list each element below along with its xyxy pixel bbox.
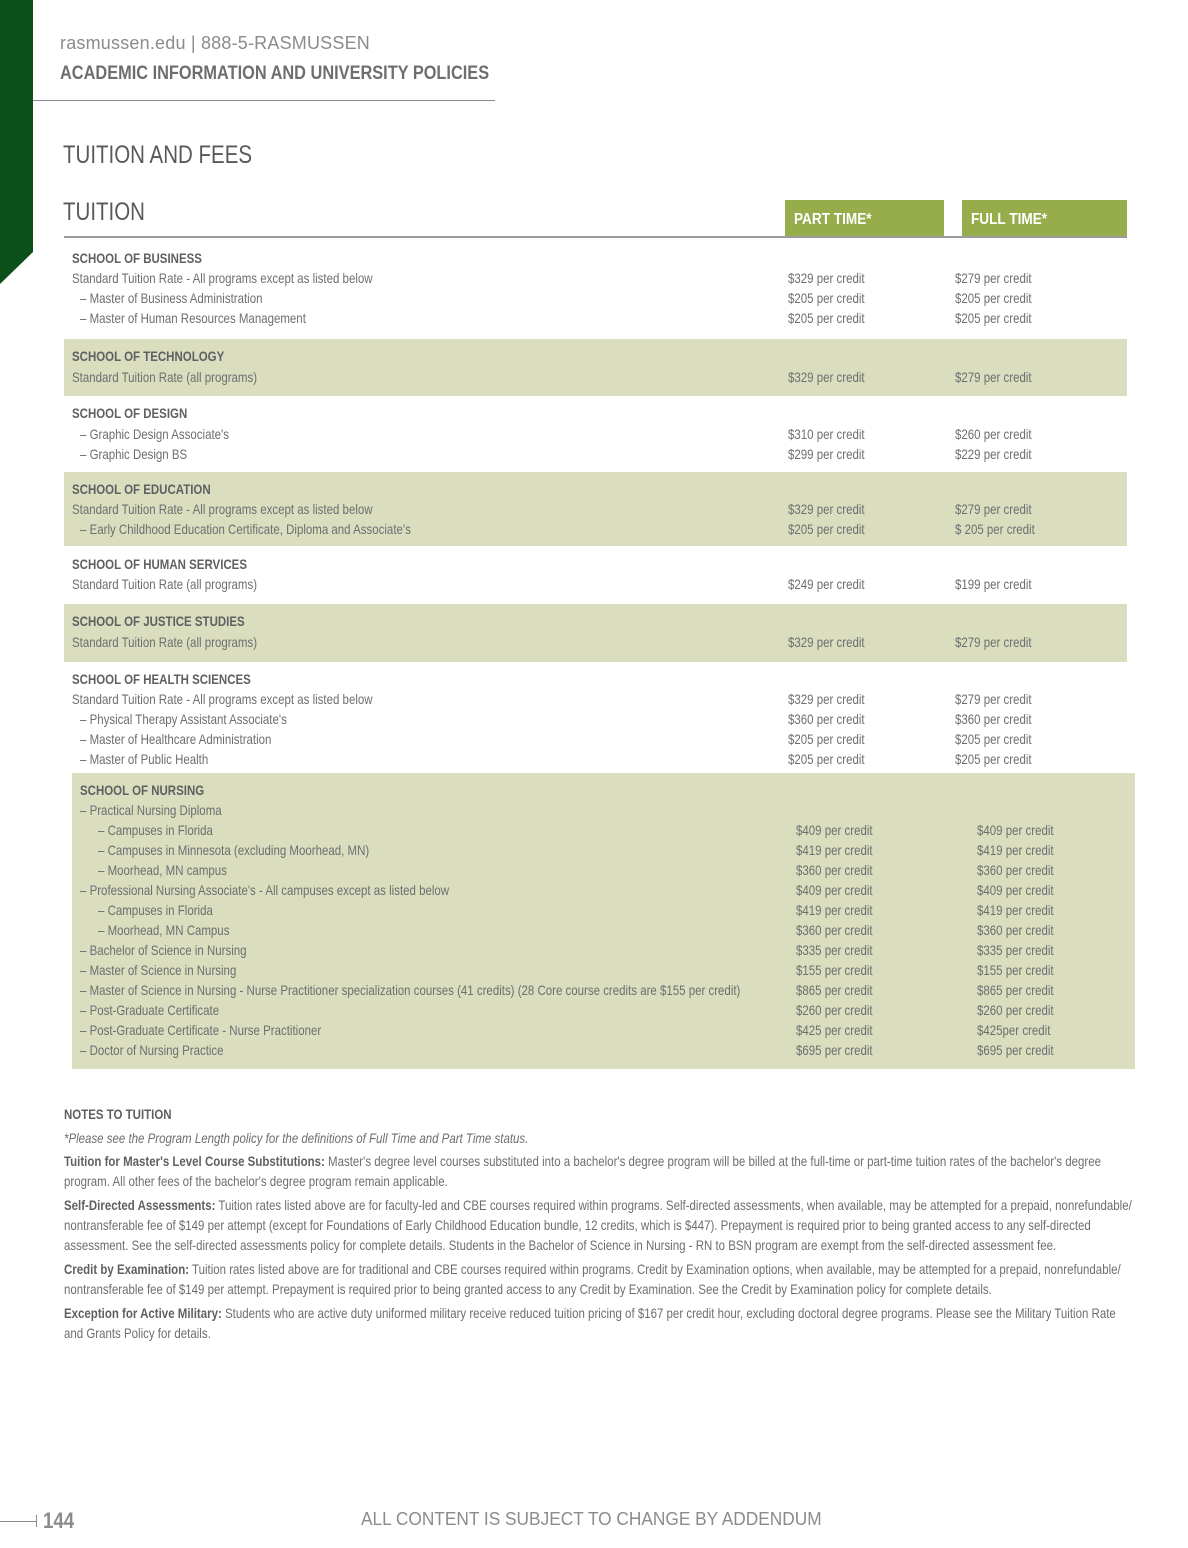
table-row: – Master of Science in Nursing - Nurse Practitioner specialization courses (41 credits) (28 Core course credits are $155 per credit) $865 per credit $865 per credit bbox=[80, 982, 1054, 998]
table-row: – Master of Healthcare Administration $205 per credit $205 per credit bbox=[80, 731, 1032, 747]
school-health-sciences bbox=[64, 662, 1127, 773]
table-row: – Practical Nursing Diploma bbox=[80, 802, 222, 818]
table-row: – Moorhead, MN campus $360 per credit $360 per credit bbox=[98, 862, 1054, 878]
header-url-phone: rasmussen.edu | 888-5-RASMUSSEN bbox=[60, 33, 370, 53]
school-name: SCHOOL OF EDUCATION bbox=[72, 481, 211, 497]
notes-to-tuition bbox=[64, 1103, 1134, 1343]
table-row: – Post-Graduate Certificate - Nurse Practitioner $425 per credit $425per credit bbox=[80, 1022, 1051, 1038]
school-justice-studies bbox=[64, 604, 1127, 662]
note-active-military: Exception for Active Military: Students who are active duty uniformed military receive reduced tuition pricing of $167 per credit hour, excluding doctoral degree programs. Please see the Military Tuition Rate and Grants Policy for details. bbox=[64, 1305, 1116, 1341]
column-header-full-time: FULL TIME* bbox=[962, 200, 1127, 237]
table-row: – Campuses in Florida $419 per credit $419 per credit bbox=[98, 902, 1054, 918]
school-name: SCHOOL OF HEALTH SCIENCES bbox=[72, 671, 251, 687]
school-education bbox=[64, 472, 1127, 546]
header-divider bbox=[33, 100, 495, 101]
table-row: – Early Childhood Education Certificate, Diploma and Associate's $205 per credit $ 205 per credit bbox=[80, 521, 1035, 537]
footer-rule bbox=[0, 1521, 36, 1522]
table-row: Standard Tuition Rate - All programs except as listed below $329 per credit $279 per credit bbox=[72, 501, 1032, 517]
table-row: Standard Tuition Rate (all programs) $249 per credit $199 per credit bbox=[72, 576, 1032, 592]
table-row: – Master of Business Administration $205 per credit $205 per credit bbox=[80, 290, 1032, 306]
note-credit-by-examination: Credit by Examination: Tuition rates listed above are for traditional and CBE courses required within programs. Credit by Examination options, when available, may be attempted for a prepaid, nonrefundable/ nontransferable fee of $149 per attempt. Prepayment is required prior to being granted access to any Credit by Examination. See the Credit by Examination policy for complete details. bbox=[64, 1261, 1121, 1297]
page-number: 144 bbox=[43, 1508, 75, 1533]
school-name: SCHOOL OF BUSINESS bbox=[72, 250, 202, 266]
tuition-heading: TUITION bbox=[63, 198, 145, 226]
table-row: – Physical Therapy Assistant Associate's $360 per credit $360 per credit bbox=[80, 711, 1032, 727]
table-row: – Master of Science in Nursing $155 per credit $155 per credit bbox=[80, 962, 1054, 978]
table-row: – Professional Nursing Associate's - All campuses except as listed below $409 per credit $409 per credit bbox=[80, 882, 1054, 898]
notes-title: NOTES TO TUITION bbox=[64, 1106, 172, 1122]
note-self-directed-assessments: Self-Directed Assessments: Tuition rates listed above are for faculty-led and CBE courses required within programs. Self-directed assessments, when available, may be attempted for a prepaid, nonrefundable/ nontransferable fee of $149 per attempt (except for Foundations of Early Childhood Education bundle, 12 credits, which is $447). Prepayment is required prior to being granted access to any self-directed assessment. See the self-directed assessments policy for complete details. Students in the Bachelor of Science in Nursing - RN to BSN program are exempt from the self-directed assessment fee. bbox=[64, 1197, 1132, 1253]
table-row: – Master of Public Health $205 per credit $205 per credit bbox=[80, 751, 1032, 767]
table-row: Standard Tuition Rate (all programs) $329 per credit $279 per credit bbox=[72, 634, 1032, 650]
table-row: – Post-Graduate Certificate $260 per credit $260 per credit bbox=[80, 1002, 1054, 1018]
school-name: SCHOOL OF JUSTICE STUDIES bbox=[72, 613, 245, 629]
table-row: Standard Tuition Rate - All programs except as listed below $329 per credit $279 per credit bbox=[72, 270, 1032, 286]
brand-tab bbox=[0, 0, 33, 284]
note-masters-substitutions: Tuition for Master's Level Course Substitutions: Master's degree level courses substituted into a bachelor's degree program will be billed at the full-time or part-time tuition rates of the bachelor's degree program. All other fees of the bachelor's degree program remain applicable. bbox=[64, 1153, 1101, 1189]
table-row: – Moorhead, MN Campus $360 per credit $360 per credit bbox=[98, 922, 1054, 938]
school-technology bbox=[64, 339, 1127, 396]
column-header-part-time: PART TIME* bbox=[785, 200, 944, 237]
table-row: – Bachelor of Science in Nursing $335 per credit $335 per credit bbox=[80, 942, 1054, 958]
footer-disclaimer: ALL CONTENT IS SUBJECT TO CHANGE BY ADDENDUM bbox=[361, 1509, 822, 1529]
school-nursing bbox=[72, 773, 1135, 1069]
table-row: – Doctor of Nursing Practice $695 per credit $695 per credit bbox=[80, 1042, 1054, 1058]
school-name: SCHOOL OF DESIGN bbox=[72, 405, 188, 421]
school-design bbox=[64, 396, 1127, 472]
footer-rule-tick bbox=[36, 1515, 37, 1527]
table-row: – Master of Human Resources Management $205 per credit $205 per credit bbox=[80, 310, 1032, 326]
school-name: SCHOOL OF HUMAN SERVICES bbox=[72, 556, 247, 572]
school-business bbox=[64, 238, 1127, 339]
table-row: Standard Tuition Rate - All programs except as listed below $329 per credit $279 per credit bbox=[72, 691, 1032, 707]
table-row: – Campuses in Minnesota (excluding Moorhead, MN) $419 per credit $419 per credit bbox=[98, 842, 1054, 858]
table-row: Standard Tuition Rate (all programs) $329 per credit $279 per credit bbox=[72, 369, 1032, 385]
school-human-services bbox=[64, 546, 1127, 604]
school-name: SCHOOL OF TECHNOLOGY bbox=[72, 348, 225, 364]
header-section-title: ACADEMIC INFORMATION AND UNIVERSITY POLICIES bbox=[60, 63, 490, 84]
notes-footnote: *Please see the Program Length policy for the definitions of Full Time and Part Time status. bbox=[64, 1130, 529, 1146]
table-row: – Campuses in Florida $409 per credit $409 per credit bbox=[98, 822, 1054, 838]
table-row: – Graphic Design Associate's $310 per credit $260 per credit bbox=[80, 426, 1032, 442]
school-name: SCHOOL OF NURSING bbox=[80, 782, 205, 798]
page-title: TUITION AND FEES bbox=[63, 141, 253, 169]
table-row: – Graphic Design BS $299 per credit $229 per credit bbox=[80, 446, 1032, 462]
